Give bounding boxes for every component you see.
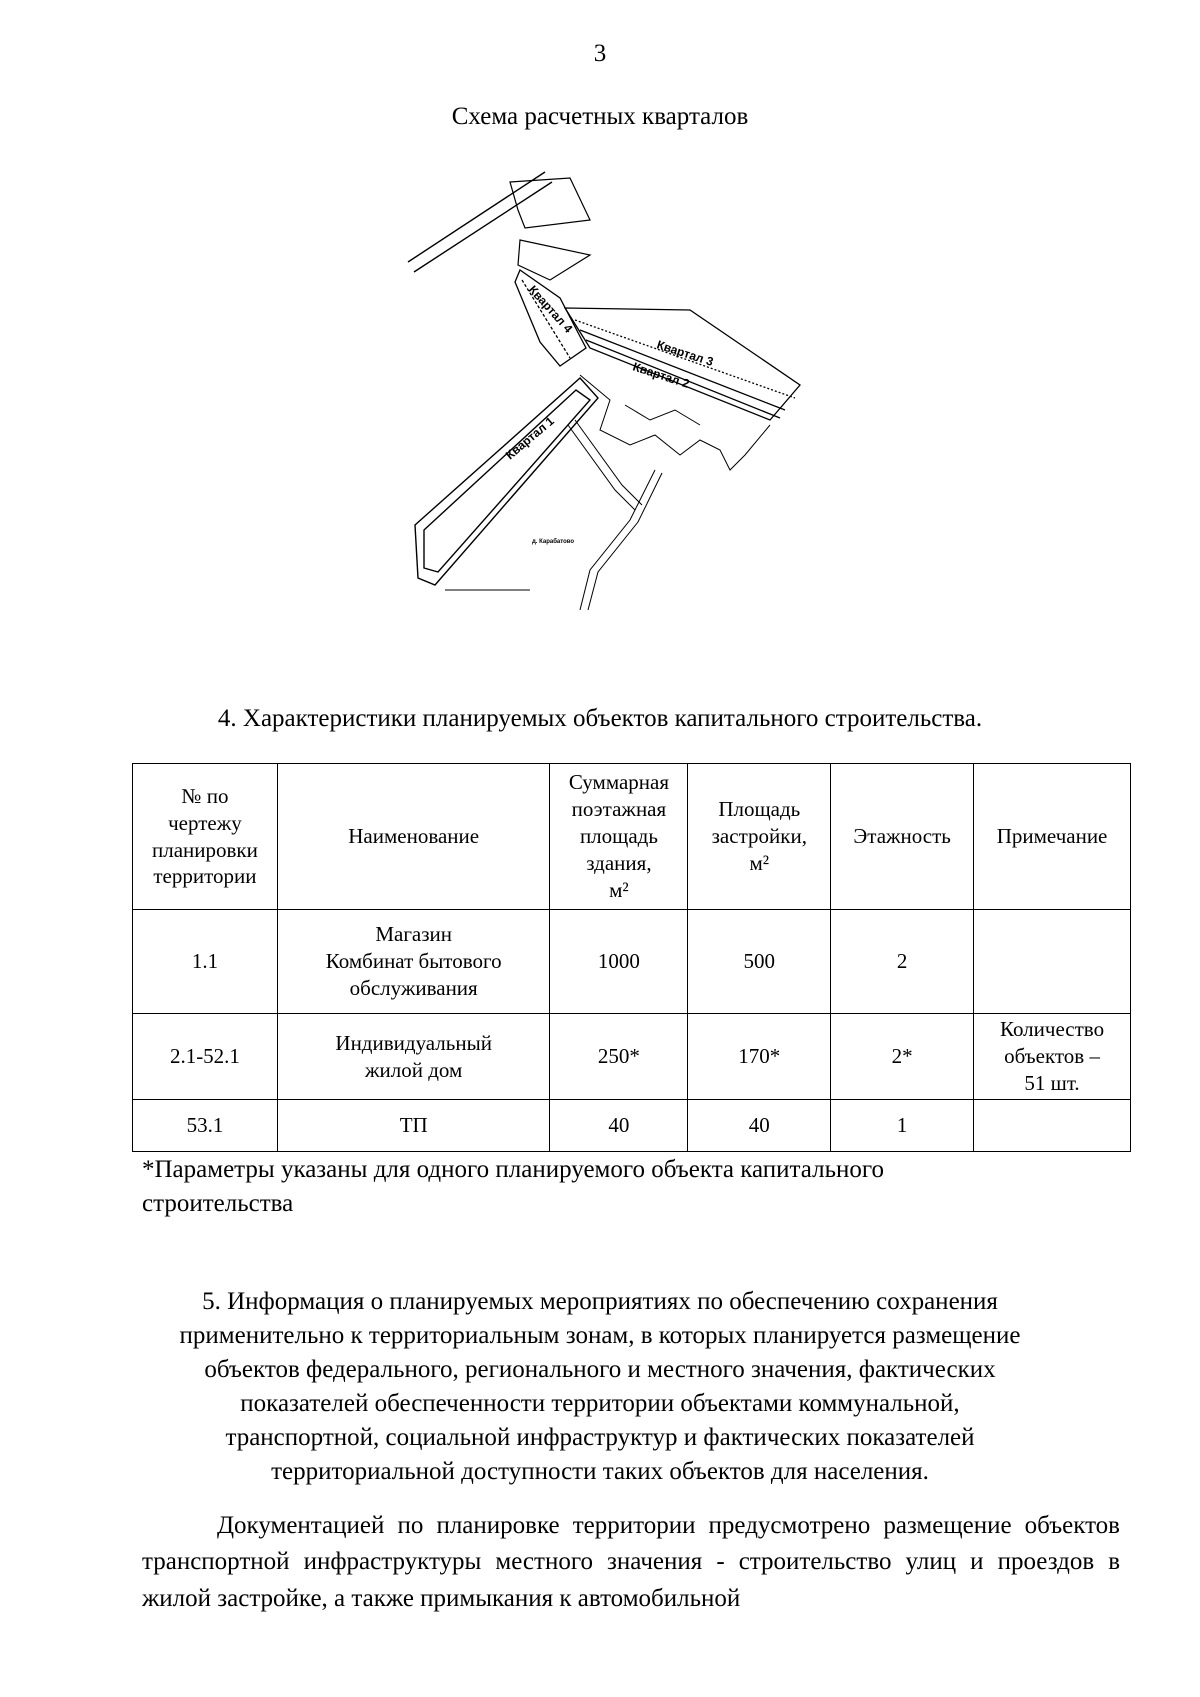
table-row [133,1100,1131,1152]
header-note: Примечание [974,764,1131,910]
page-number: 3 [593,40,607,67]
planned-objects-table [132,763,1131,1152]
header-total-area: Суммарная поэтажная площадь здания, м² [550,764,688,910]
block-1-area [415,378,598,585]
table-row [133,910,1131,1014]
body-paragraph: Документацией по планировке территории предусмотрено размещение объектов транспортной инфраструктуры местного значения - строительство улиц и проездов в жилой застройке, а также примыкания к автомобильной [142,1512,1120,1612]
header-name: Наименование [277,764,550,910]
cell-name: Индивидуальный жилой дом [277,1014,550,1100]
cell-footprint: 170* [688,1014,831,1100]
cell-floors: 2* [831,1014,974,1100]
block-2-3-area [565,308,800,420]
cell-floors: 1 [831,1100,974,1152]
section-4-heading: 4. Характеристики планируемых объектов капитального строительства. [217,705,983,732]
cell-footprint: 500 [688,910,831,1014]
label-block-1: Квартал 1 [502,413,557,463]
cell-name: Магазин Комбинат бытового обслуживания [277,910,550,1014]
scheme-title: Схема расчетных кварталов [451,103,749,130]
cell-note: Количество объектов – 51 шт. [974,1014,1131,1100]
table-header-row [133,764,1131,910]
label-block-2: Квартал 2 [631,359,692,391]
table-row [133,1014,1131,1100]
terrain-outline [580,375,770,470]
cell-number: 1.1 [133,910,278,1014]
north-strip [510,178,590,280]
cell-footprint: 40 [688,1100,831,1152]
cell-number: 2.1-52.1 [133,1014,278,1100]
section-5-heading: 5. Информация о планируемых мероприятиях по обеспечению сохранения применительно к территориальным зонам, в которых планируется размещение объектов федерального, регионального и местного значения, фактических показателей обеспеченности территории объектами коммунальной, транспортной, социальной инфраструктур и фактических показателей территориальной доступности таких объектов для населения. [179,1288,1021,1485]
label-block-3: Квартал 3 [655,337,716,369]
block-scheme-map [400,170,860,640]
railway-line [408,172,552,272]
label-village: д. Карабатово [532,539,575,545]
cell-name: ТП [277,1100,550,1152]
label-block-4: Квартал 4 [525,282,576,336]
cell-floors: 2 [831,910,974,1014]
cell-total-area: 40 [550,1100,688,1152]
header-floors: Этажность [831,764,974,910]
cell-note [974,910,1131,1014]
cell-total-area: 1000 [550,910,688,1014]
cell-total-area: 250* [550,1014,688,1100]
cell-number: 53.1 [133,1100,278,1152]
table-footnote: *Параметры указаны для одного планируемого объекта капитального строительства [142,1156,884,1217]
header-footprint: Площадь застройки, м² [688,764,831,910]
header-number: № по чертежу планировки территории [133,764,278,910]
cell-note [974,1100,1131,1152]
